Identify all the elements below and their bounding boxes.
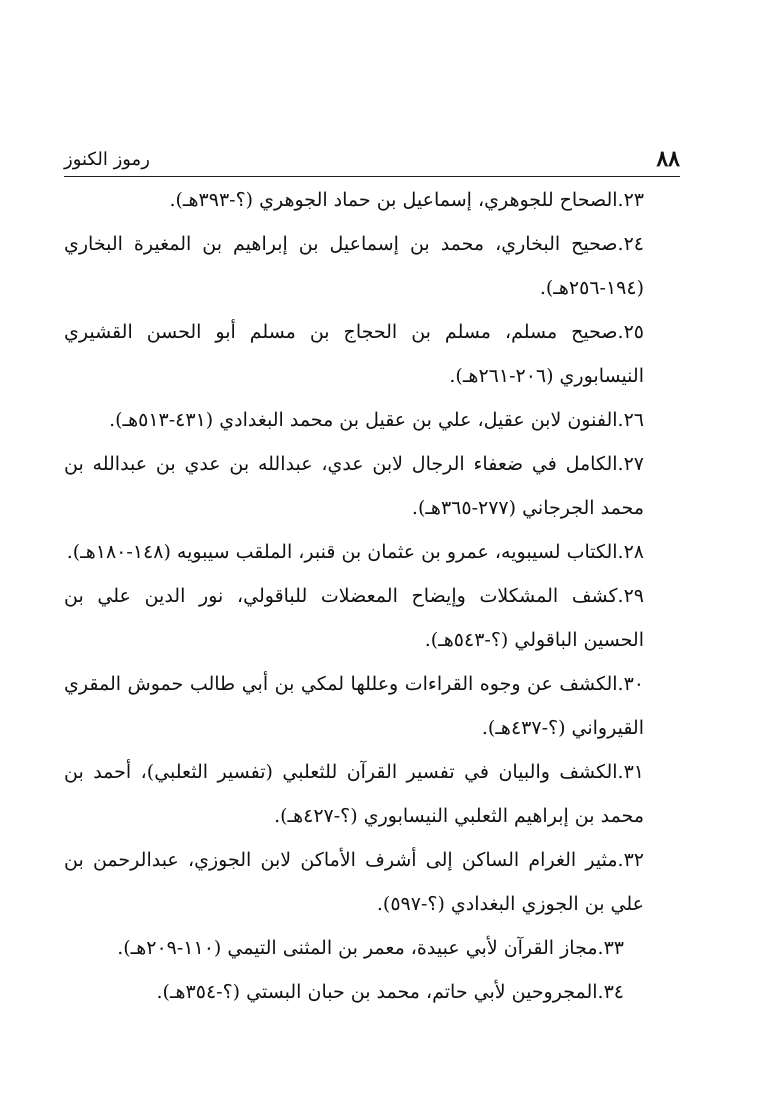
reference-entry-26: ٢٦.الفنون لابن عقيل، علي بن عقيل بن محمد البغدادي (٤٣١-٥١٣هـ). [109,409,644,431]
reference-entry-32: ٣٢.مثير الغرام الساكن إلى أشرف الأماكن لابن الجوزي، عبدالرحمن بن علي بن الجوزي البغدادي (؟-٥٩٧). [64,849,644,915]
page-number: ٨٨ [656,146,680,172]
reference-entry-29: ٢٩.كشف المشكلات وإيضاح المعضلات للباقولي، نور الدين علي بن الحسين الباقولي (؟-٥٤٣هـ). [64,585,644,651]
page-header [64,146,680,177]
reference-entry-24: ٢٤.صحيح البخاري، محمد بن إسماعيل بن إبراهيم بن المغيرة البخاري (١٩٤-٢٥٦هـ). [64,233,644,299]
book-title: رموز الكنوز [64,149,150,170]
reference-entry-33: ٣٣.مجاز القرآن لأبي عبيدة، معمر بن المثنى التيمي (١١٠-٢٠٩هـ). [117,937,624,959]
reference-entry-23: ٢٣.الصحاح للجوهري، إسماعيل بن حماد الجوهري (؟-٣٩٣هـ). [169,189,644,211]
reference-entry-30: ٣٠.الكشف عن وجوه القراءات وعللها لمكي بن أبي طالب حموش المقري القيرواني (؟-٤٣٧هـ). [64,673,644,739]
reference-entry-34: ٣٤.المجروحين لأبي حاتم، محمد بن حبان البستي (؟-٣٥٤هـ). [156,981,624,1003]
reference-entry-28: ٢٨.الكتاب لسيبويه، عمرو بن عثمان بن قنبر، الملقب سيبويه (١٤٨-١٨٠هـ). [66,541,644,563]
reference-entry-27: ٢٧.الكامل في ضعفاء الرجال لابن عدي، عبدالله بن عدي بن عبدالله بن محمد الجرجاني (٢٧٧-٣٦٥هـ). [64,453,644,519]
reference-list [64,178,680,1014]
reference-entry-31: ٣١.الكشف والبيان في تفسير القرآن للثعلبي (تفسير الثعلبي)، أحمد بن محمد بن إبراهيم الثعلبي النيسابوري (؟-٤٢٧هـ). [64,761,644,827]
reference-entry-25: ٢٥.صحيح مسلم، مسلم بن الحجاج بن مسلم أبو الحسن القشيري النيسابوري (٢٠٦-٢٦١هـ). [64,321,644,387]
